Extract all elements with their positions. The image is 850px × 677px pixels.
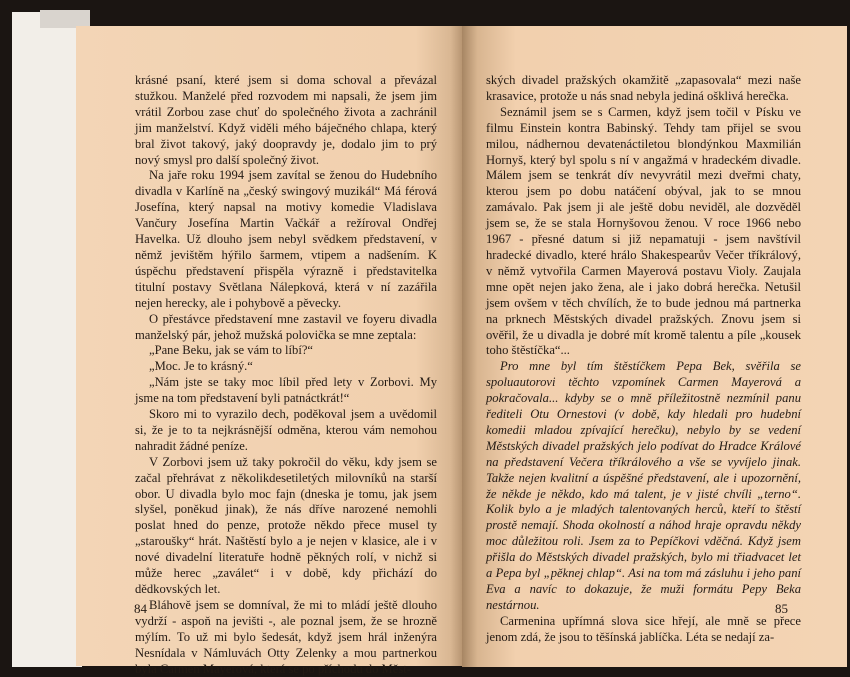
left-page <box>76 26 462 676</box>
left-page-text <box>135 73 437 677</box>
paragraph: Seznámil jsem se s Carmen, když jsem točil v Písku ve filmu Einstein kontra Babinský. Tehdy tam přijel se svou milou, nádhernou devatenáctiletou blondýnkou Maxmilián Hornyš, který byl spolu s ní v angažmá v hradeckém divadle. Málem jsem se tenkrát dív nevyvrátil mezi dveřmi chaty, kterou jsem po dobu natáčení obýval, jak to se mnou zamávalo. Pak jsem ji ale ještě dobu neviděl, ale dozvěděl jsem se, že se stala Hornyšovou ženou. V roce 1966 nebo 1967 - přesné datum si již nepamatuji - jsem navštívil hradecké divadlo, které hrálo Shakespearův Večer tříkrálový, v němž vytvořila Carmen Mayerová postavu Violy. Zaujala mne opět nejen jako žena, ale i jako dobrá herečka. Netušil jsem ovšem v těch chvílích, že to bude jednou má partnerka na prknech Městských divadel pražských. Znovu jsem si ověřil, že u divadla je dobré mít kromě talentu a píle „kousek toho štěstíčka“... <box>486 104 801 358</box>
right-page-text <box>486 73 801 646</box>
paragraph: „Pane Beku, jak se vám to líbí?“ <box>149 343 314 358</box>
paragraph: Carmenina upřímná slova sice hřejí, ale mně se přece jenom zdá, že jsou to těšínská jablíčka. Léta se nedají za- <box>486 613 801 644</box>
paragraph: „Moc. Je to krásný.“ <box>149 359 253 374</box>
paragraph: krásné psaní, které jsem si doma schoval a převázal stužkou. Manželé před rozvodem mi napsali, že jsem jim vrátil Zorbou zase chuť do společného života a zachránil jim manželství. Když viděli mého báječného chlapa, který bral život takový, jaký doopravdy je, dodalo jim to prý nový smysl pro další společný život. <box>135 73 437 167</box>
right-page <box>462 26 847 667</box>
paragraph: Skoro mi to vyrazilo dech, poděkoval jsem a uvědomil si, že je to ta nejkrásnější odměna, kterou vám nemohou nahradit žádné peníze. <box>135 407 437 453</box>
page-edge-white <box>12 12 82 667</box>
paragraph: ských divadel pražských okamžitě „zapasovala“ mezi naše krasavice, protože u nás snad nebyla jediná ošklivá herečka. <box>486 73 801 103</box>
paragraph: Bláhově jsem se domníval, že mi to mládí ještě dlouho vydrží - aspoň na jevišti -, ale poznal jsem, že se hrozně mýlím. To už mi bylo šedesát, když jsem hrál inženýra Nesnídala v Námluvách Otty Zelenky a mou partnerkou byla Carmen Mayerová, která se po příchodu do Měst- <box>135 597 437 676</box>
paragraph: Na jaře roku 1994 jsem zavítal se ženou do Hudebního divadla v Karlíně na „český swingový muzikál“ Má férová Josefína, který napsal na motivy komedie Vladislava Vančury Josefína Martin Vačkář a režíroval Ondřej Havelka. Už dlouho jsem nebyl svědkem představení, v němž jevištěm hýřilo šarmem, vtipem a nadšením. K úspěchu představení přispěla výrazně i představitelka titulní postavy Světlana Nálepková, která v ní zazářila nejen herecky, ale i pohybově a pěvecky. <box>135 168 437 310</box>
paragraph: V Zorbovi jsem už taky pokročil do věku, kdy jsem se začal přehrávat z několikdesetiletých milovníků na starší obor. U divadla bylo moc fajn (dneska je tomu, jak jsem slyšel, poněkud jinak), že nás dříve narozené nemohli poslat hned do penze, protože někdo přece musel ty „staroušky“ hrát. Naštěstí bylo a je nejen v klasice, ale i v nové divadelní literatuře hodně pěkných rolí, v nichž si může herec „zaválet“ i v době, kdy přichází do dědkovských let. <box>135 454 437 596</box>
paragraph: O přestávce představení mne zastavil ve foyeru divadla manželský pár, jehož mužská polovička se mne zeptala: <box>135 311 437 342</box>
paragraph: „Nám jste se taky moc líbil před lety v Zorbovi. My jsme na tom představení byli patnáctkrát!“ <box>135 375 437 406</box>
paragraph-quote: Pro mne byl tím štěstíčkem Pepa Bek, svěřila se spoluautorovi těchto vzpomínek Carmen Mayerová a pokračovala... kdyby se o mně příležitostně nezmínil panu řediteli Otu Ornestovi (v době, kdy hledali pro hudební komedii mladou zpívající herečku), nebylo by se vedení Městských divadel pražských jelo podívat do Hradce Králové na představení Večera tříkrálového a vše se vyvíjelo jinak. Takže nejen kvalitní a úspěšné představení, ale i upozornění, že někde je někdo, kdo má talent, je v jisté chvíli „terno“. Kolik bylo a je mladých talentovaných herců, kteří to štěstí prostě nemají. Shoda okolností a náhod hraje opravdu někdy moc důležitou roli. Jsem za to Pepíčkovi vděčná. Když jsem přišla do Městských divadel pražských, bylo mi třiadvacet let a Pepa byl „pěknej chlap“. Asi na tom má zásluhu i jeho paní Eva a navíc to dokazuje, že muži formátu Pepy Beka nestárnou. <box>486 359 801 612</box>
page-number: 84 <box>134 601 147 616</box>
page-number: 85 <box>775 601 788 616</box>
